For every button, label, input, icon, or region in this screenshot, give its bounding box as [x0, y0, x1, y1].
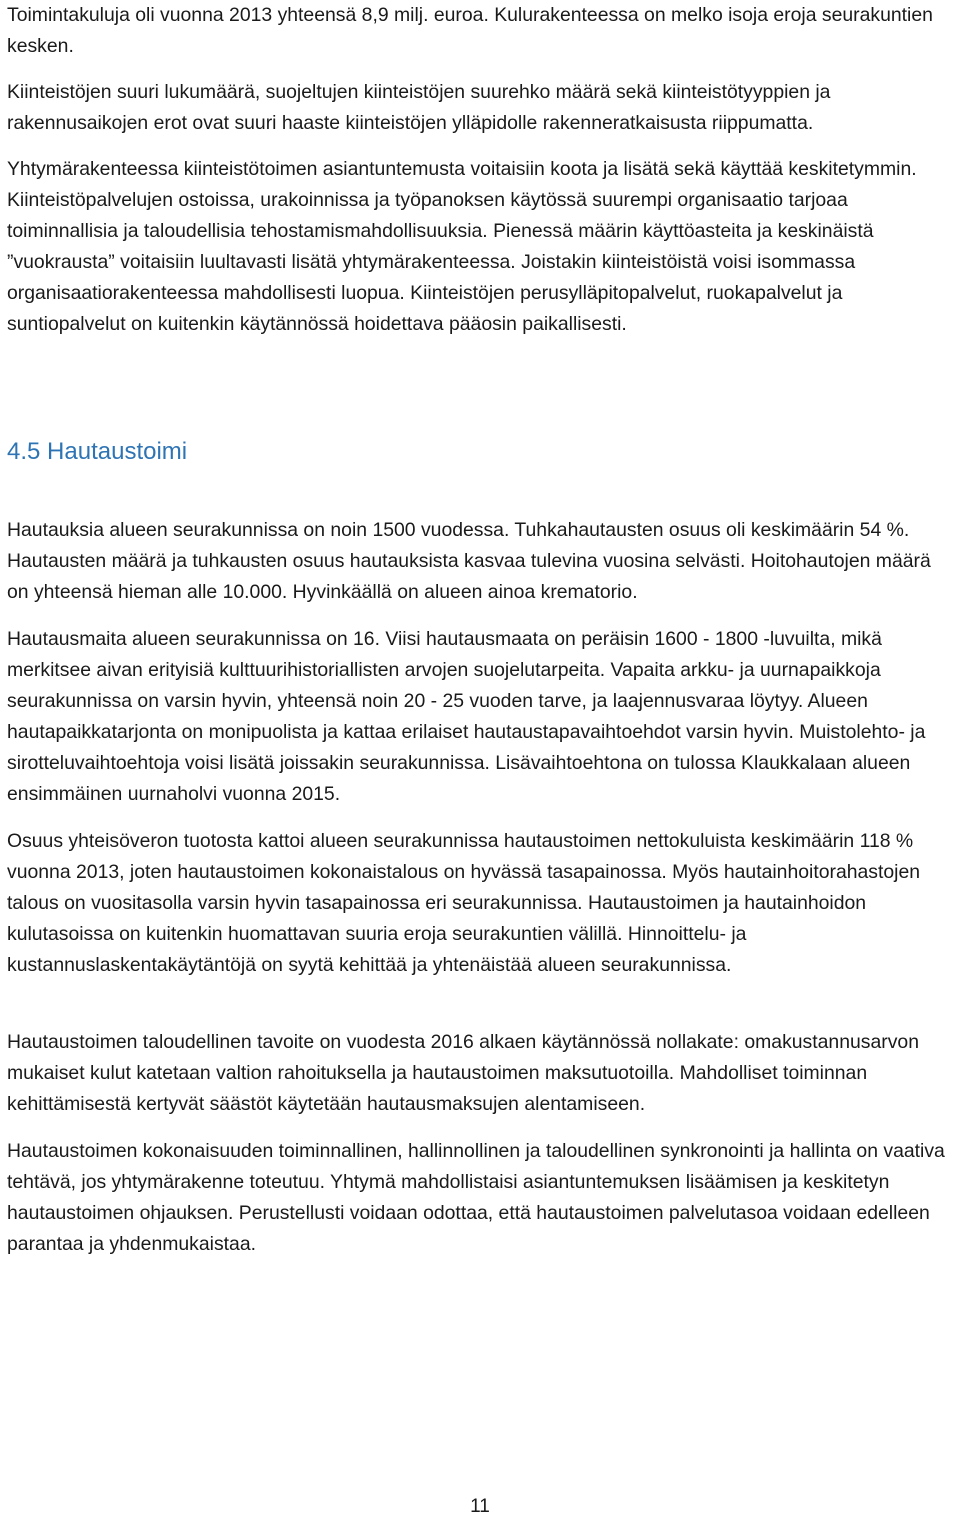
paragraph-financial-goal: Hautaustoimen taloudellinen tavoite on vuodesta 2016 alkaen käytännössä nollakate: omakustannusarvon mukaiset kulut katetaan valtion rahoituksella ja hautaustoimen maksutuotoilla. Mahdolliset toiminnan kehittämisestä kertyvät säästöt käytetään hautausmaksujen alentamiseen. — [7, 1031, 919, 1115]
paragraph-finances: Osuus yhteisöveron tuotosta kattoi alueen seurakunnissa hautaustoimen nettokuluista keskimäärin 118 % vuonna 2013, joten hautaustoimen kokonaistalous on hyvässä tasapainossa. Myös hautainhoitorahastojen talous on vuositasolla varsin hyvin tasapainossa eri seurakunnissa. Hautaustoimen ja hautainhoidon kulutasoissa on kuitenkin huomattavan suuria eroja seurakuntien välillä. Hinnoittelu- ja kustannuslaskentakäytäntöjä on syytä kehittää ja yhtenäistää alueen seurakunnissa. — [7, 830, 921, 976]
section-number: 4.5 — [7, 438, 41, 465]
paragraph-cemeteries: Hautausmaita alueen seurakunnissa on 16. Viisi hautausmaata on peräisin 1600 - 1800 -luvuilta, mikä merkitsee aivan erityisiä kulttuurihistoriallisten arvojen suojelutarpeita. Vapaita arkku- ja uurnapaikkoja seurakunnissa on varsin hyvin, yhteensä noin 20 - 25 vuoden tarve, ja laajennusvaraa löytyy. Alueen hautapaikkatarjonta on monipuolista ja kattaa erilaiset hautaustapavaihtoehdot varsin hyvin. Muistolehto- ja sirotteluvaihtoehtoja voisi lisätä joissakin seurakunnissa. Lisävaihtoehtona on tulossa Klaukkalaan alueen ensimmäinen uurnaholvi vuonna 2015. — [7, 628, 926, 805]
section-title: Hautaustoimi — [47, 438, 188, 465]
paragraph-synchronisation: Hautaustoimen kokonaisuuden toiminnallinen, hallinnollinen ja taloudellinen synkronointi ja hallinta on vaativa tehtävä, jos yhtymärakenne toteutuu. Yhtymä mahdollistaisi asiantuntemuksen lisäämisen ja keskitetyn hautaustoimen ohjauksen. Perustellusti voidaan odottaa, että hautaustoimen palvelutasoa voidaan edelleen parantaa ja yhdenmukaistaa. — [7, 1140, 945, 1255]
section-heading — [7, 436, 187, 468]
paragraph-property-challenges: Kiinteistöjen suuri lukumäärä, suojeltujen kiinteistöjen suurehko määrä sekä kiinteistötyyppien ja rakennusaikojen erot ovat suuri haaste kiinteistöjen ylläpidolle rakenneratkaisusta riippumatta. — [7, 81, 831, 134]
paragraph-burials: Hautauksia alueen seurakunnissa on noin 1500 vuodessa. Tuhkahautausten osuus oli keskimäärin 54 %. Hautausten määrä ja tuhkausten osuus hautauksista kasvaa tulevina vuosina selvästi. Hoitohautojen määrä on yhteensä hieman alle 10.000. Hyvinkäällä on alueen ainoa krematorio. — [7, 519, 931, 603]
paragraph-property-consolidation: Yhtymärakenteessa kiinteistötoimen asiantuntemusta voitaisiin koota ja lisätä sekä käyttää keskitetymmin. Kiinteistöpalvelujen ostoissa, urakoinnissa ja työpanoksen käytössä suurempi organisaatio tarjoaa toiminnallisia ja taloudellisia tehostamismahdollisuuksia. Pienessä määrin käyttöasteita ja keskinäistä ”vuokrausta” voitaisiin luultavasti lisätä yhtymärakenteessa. Joistakin kiinteistöistä voisi isommassa organisaatiorakenteessa mahdollisesti luopua. Kiinteistöjen perusylläpitopalvelut, ruokapalvelut ja suntiopalvelut on kuitenkin käytännössä hoidettava pääosin paikallisesti. — [7, 158, 917, 335]
page-number: 11 — [470, 1496, 490, 1517]
paragraph-operating-costs: Toimintakuluja oli vuonna 2013 yhteensä 8,9 milj. euroa. Kulurakenteessa on melko isoja eroja seurakuntien kesken. — [7, 4, 933, 57]
